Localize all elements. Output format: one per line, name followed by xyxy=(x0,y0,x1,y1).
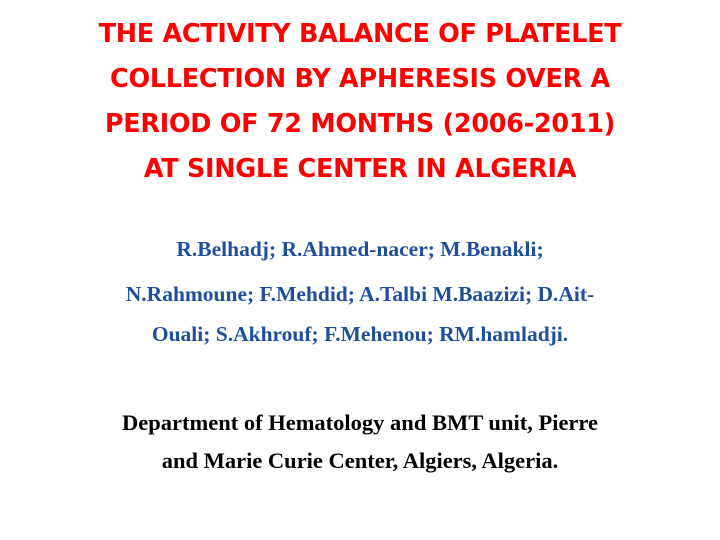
department-block xyxy=(0,404,720,480)
slide-title xyxy=(20,12,700,192)
department-line-1: Department of Hematology and BMT unit, Pierre xyxy=(122,410,598,435)
authors-line-1: R.Belhadj; R.Ahmed-nacer; M.Benakli; xyxy=(176,237,544,261)
title-line-3: PERIOD OF 72 MONTHS (2006-2011) xyxy=(104,109,616,139)
authors-line-3: Ouali; S.Akhrouf; F.Mehenou; RM.hamladji. xyxy=(151,322,569,346)
authors-block xyxy=(0,228,720,354)
title-line-1: THE ACTIVITY BALANCE OF PLATELET xyxy=(98,19,622,49)
title-line-4: AT SINGLE CENTER IN ALGERIA xyxy=(143,154,577,184)
title-line-2: COLLECTION BY APHERESIS OVER A xyxy=(110,64,610,94)
authors-line-2: N.Rahmoune; F.Mehdid; A.Talbi M.Baazizi; D.Ait- xyxy=(125,282,595,306)
department-line-2: and Marie Curie Center, Algiers, Algeria. xyxy=(161,448,559,473)
